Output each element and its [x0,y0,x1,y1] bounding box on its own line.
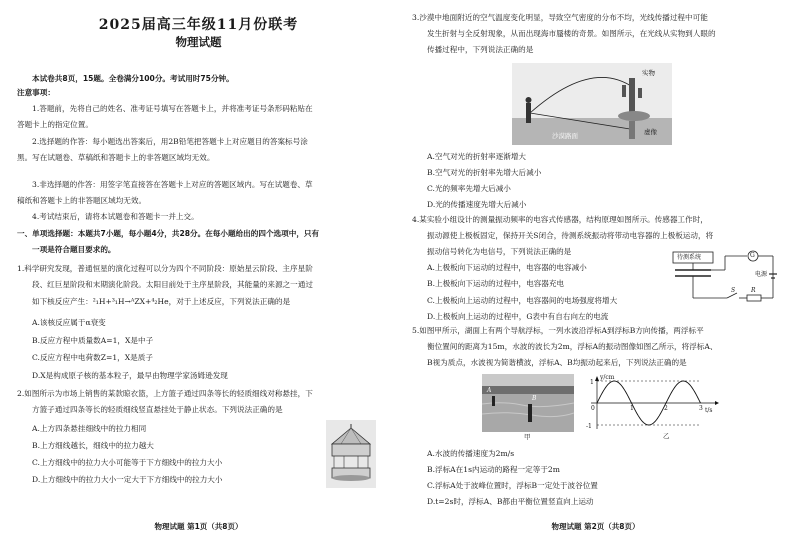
label-image: 虚像 [644,128,657,136]
x-tick-2: 2 [664,405,668,412]
y-axis-unit: y/cm [600,374,615,381]
label-figure-jia: 甲 [524,433,531,441]
notes-heading: 注意事项： [17,88,55,97]
mirage-figure [512,63,672,145]
q1-stem: 段、红巨星阶段和末期演化阶段。太阳目前处于主序星阶段，其能量的来源之一通过 [32,280,313,289]
note-line: 答题卡上的指定位置。 [17,120,93,129]
q2-stem: 2.如图所示为市场上销售的某款晾衣篮，上方篮子通过四条等长的轻质细线对称悬挂，下 [17,389,313,398]
label-ground: 沙漠路面 [552,132,578,140]
q2-option-a: A.上方四条悬挂细线中的拉力相同 [32,424,147,433]
y-tick-1: 1 [590,379,594,386]
exam-subtitle: 物理试题 [175,35,222,49]
note-line: 2.选择题的作答：每小题选出答案后，用2B铅笔把答题卡上对应题目的答案标号涂 [32,137,308,146]
note-line: 4.考试结束后，请将本试题卷和答题卡一并上交。 [32,212,199,221]
x-tick-0: 0 [591,405,595,412]
q5-option-a: A.水波的传播速度为2m/s [427,449,515,458]
note-line: 稿纸和答题卡上的非答题区域均无效。 [17,196,147,205]
q4-option-a: A.上极板向下运动的过程中，电容器的电容减小 [427,263,587,272]
q4-stem: 4.某实验小组设计的测量振动频率的电容式传感器，结构原理如图所示。传感器工作时， [412,215,708,224]
section1-heading: 一、单项选择题：本题共7小题，每小题4分，共28分。在每小题给出的四个选项中，只有 [17,229,320,238]
label-figure-yi: 乙 [663,432,670,440]
vibration-graph-figure [583,373,723,441]
q1-option-c: C.反应方程中电荷数Z=1，X是质子 [32,353,153,362]
q4-option-d: D.上极板向上运动的过程中，G表中有自右向左的电流 [427,312,609,321]
section1-heading-cont: 一项是符合题目要求的。 [32,245,116,254]
q3-stem: 3.沙漠中地面附近的空气温度变化明显，导致空气密度的分布不均，光线传播过程中可能 [412,13,708,22]
label-buoy-b: B [532,395,537,402]
label-buoy-a: A [487,387,492,394]
q5-stem: 5.如图甲所示，湖面上有两个导航浮标，一列水波沿浮标A到浮标B方向传播，两浮标平 [412,326,704,335]
exam-title: 2025届高三年级11月份联考 [98,17,299,33]
q2-option-b: B.上方细线越长，细线中的拉力越大 [32,441,154,450]
q3-option-b: B.空气对光的折射率先增大后减小 [427,168,542,177]
label-switch: S [731,287,736,294]
q2-option-d: D.上方细线中的拉力大小一定大于下方细线中的拉力大小 [32,475,223,484]
q4-stem: 振动源使上极板固定，保持开关S闭合，待测系统振动将带动电容器的上极板运动，将 [427,231,714,240]
label-galvanometer: G [750,252,755,259]
lake-photo [482,374,574,432]
q1-option-d: D.X是构成原子核的基本粒子，最早由物理学家汤姆逊发现 [32,371,228,380]
y-axis-arrow [595,376,599,381]
lake-photo-figure [482,374,574,440]
q3-option-c: C.光的频率先增大后减小 [427,184,511,193]
q3-option-a: A.空气对光的折射率逐渐增大 [427,152,527,161]
note-line: 1.答题前，先将自己的姓名、准考证号填写在答题卡上，并将准考证号条形码粘贴在 [32,104,313,113]
exam-info: 本试卷共8页，15题。全卷满分100分。考试用时75分钟。 [32,74,234,83]
label-system: 待测系统 [677,254,702,261]
q1-stem: 1.科学研究发现，普通恒星的演化过程可以分为四个不同阶段：原始星云阶段、主序星阶 [17,264,313,273]
q5-option-d: D.t=2s时，浮标A、B都由平衡位置竖直向上运动 [427,497,594,506]
q3-stem: 传播过程中，下列说法正确的是 [427,45,534,54]
laundry-basket-image [326,420,376,488]
q5-option-b: B.浮标A在1s内运动的路程一定等于2m [427,465,560,474]
q4-option-c: C.上极板向上运动的过程中，电容器间的电场强度将增大 [427,296,618,305]
x-tick-3: 3 [699,405,703,412]
q1-option-a: A.该核反应属于α衰变 [32,318,106,327]
note-line: 黑。写在试题卷、草稿纸和答题卡上的非答题区域均无效。 [17,153,215,162]
q2-option-c: C.上方细线中的拉力大小可能等于下方细线中的拉力大小 [32,458,223,467]
q5-stem: B视为质点，水波视为简谐横波，浮标A、B均振动起来后，下列说法正确的是 [427,358,687,367]
page-2 [397,0,794,551]
x-axis-arrow [715,401,719,405]
note-line: 3.非选择题的作答：用签字笔直接答在答题卡上对应的答题区域内。写在试题卷、草 [32,180,313,189]
q4-stem: 振动信号转化为电信号，下列说法正确的是 [427,247,572,256]
q1-option-b: B.反应方程中质量数A=1，X是中子 [32,336,154,345]
q5-option-c: C.浮标A处于波峰位置时，浮标B一定处于波谷位置 [427,481,598,490]
page-footer: 物理试题 第1页（共8页） [154,522,243,531]
label-power: 电源 [755,271,768,278]
q3-option-d: D.光的传播速度先增大后减小 [427,200,527,209]
q3-stem: 发生折射与全反射现象，从而出现海市蜃楼的奇景。如图所示，在光线从实物到人眼的 [427,29,716,38]
x-tick-1: 1 [630,405,634,412]
page-footer: 物理试题 第2页（共8页） [551,522,640,531]
label-object: 实物 [642,69,655,77]
label-resistor: R [751,287,756,294]
capacitor-circuit-figure [669,248,781,308]
y-tick-neg1: -1 [586,423,592,430]
q4-option-b: B.上极板向下运动的过程中，电容器充电 [427,279,565,288]
q2-stem: 方篮子通过四条等长的轻质细线竖直悬挂处于静止状态。下列说法正确的是 [32,405,283,414]
q5-stem: 衡位置间的距离为15m，水波的波长为2m，浮标A的振动图像如图乙所示，将浮标A、 [427,342,718,351]
x-axis-unit: t/s [705,407,713,414]
q1-stem: 如下核反应产生：²₁H+³₁H→ᴬZX+⁴₂He，对于上述反应，下列说法正确的是 [32,297,291,306]
